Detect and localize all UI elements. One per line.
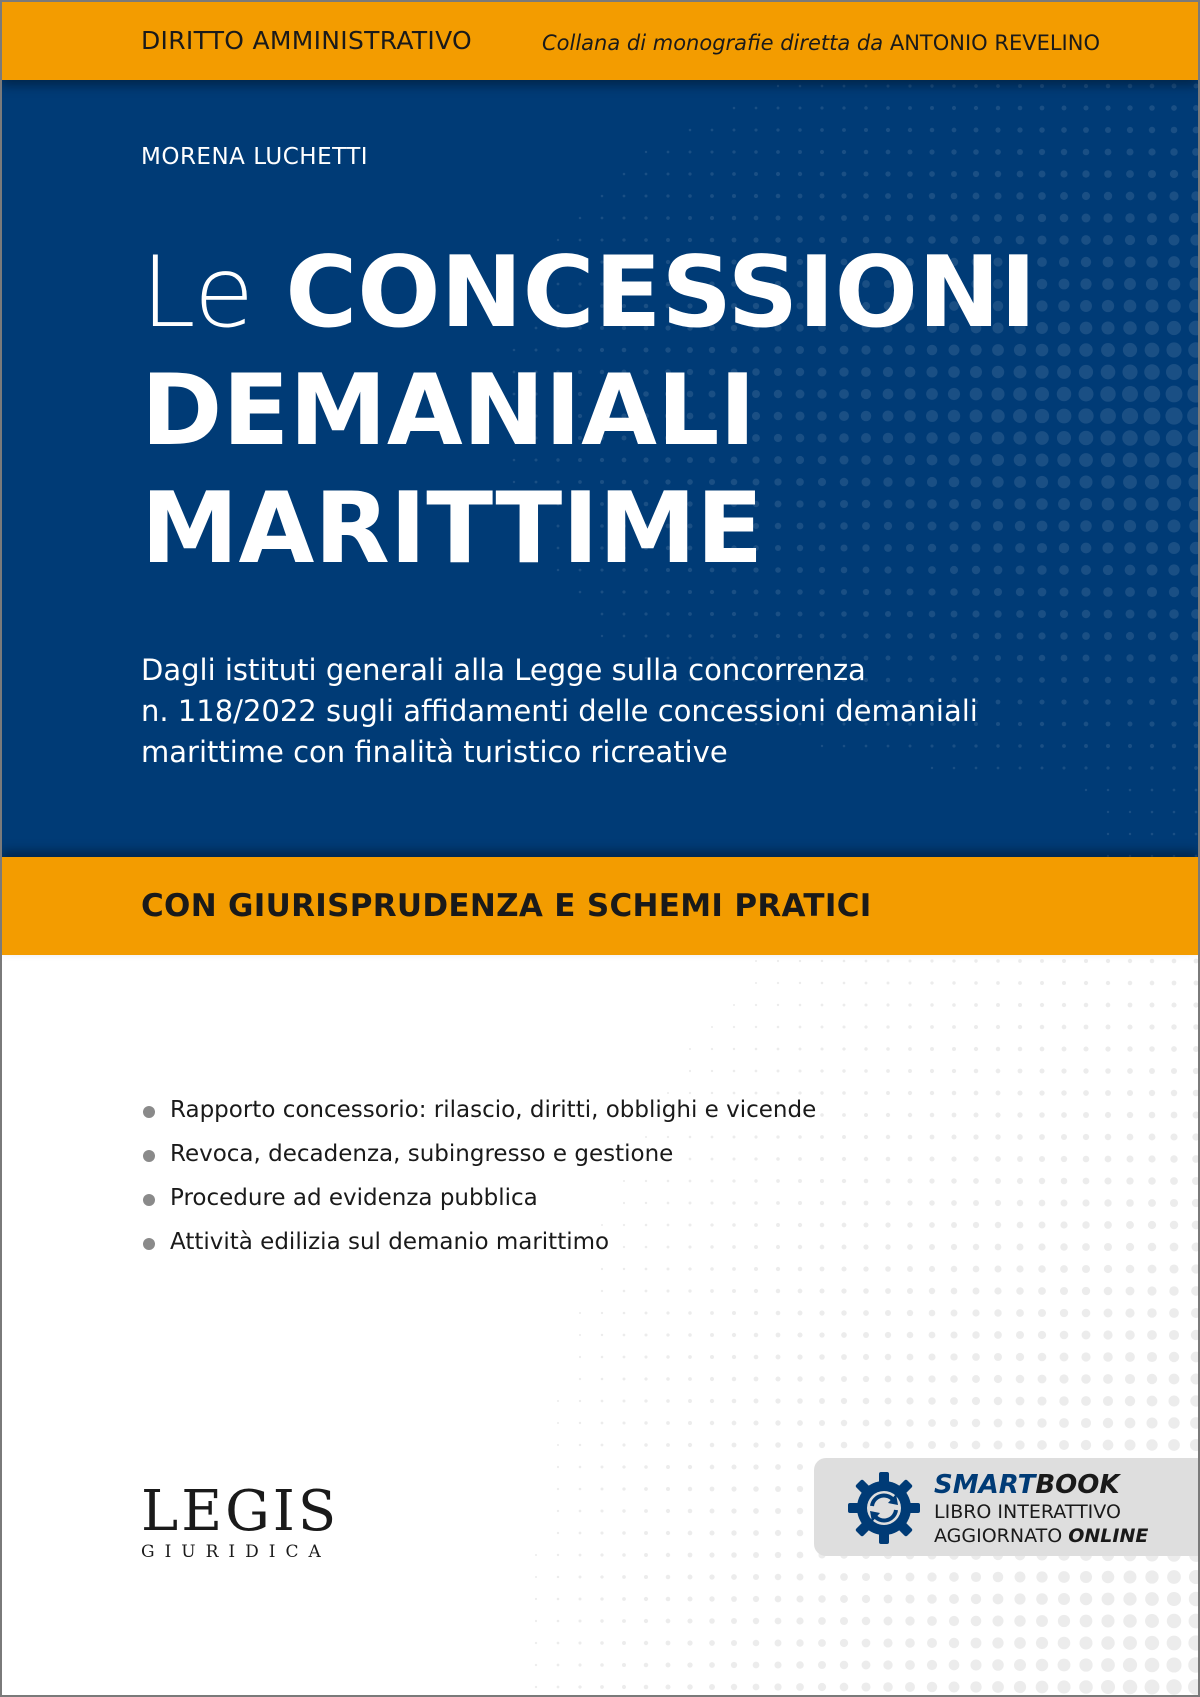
list-item [141,1227,816,1271]
bullet-icon [143,1106,155,1118]
subtitle-line-3: marittime con finalità turistico ricreative [141,735,728,769]
bullet-icon [143,1238,155,1250]
gear-refresh-icon [846,1470,922,1546]
smartbook-title-a: SMART [934,1470,1036,1500]
book-title [141,234,1036,588]
editor-prefix: Collana di monografie diretta da [542,31,884,55]
publisher-name: LEGIS [141,1479,340,1544]
topic-text: Rapporto concessorio: rilascio, diritti, obblighi e vicende [170,1097,817,1123]
bullet-icon [143,1194,155,1206]
topic-text: Revoca, decadenza, subingresso e gestione [170,1141,674,1167]
topic-text: Procedure ad evidenza pubblica [170,1185,538,1211]
title-article: Le [141,236,255,350]
title-line-3: MARITTIME [141,472,764,586]
subtitle-line-1: Dagli istituti generali alla Legge sulla concorrenza [141,653,866,687]
tagline-banner [2,857,1198,955]
series-name: DIRITTO AMMINISTRATIVO [141,26,473,55]
bullet-icon [143,1150,155,1162]
book-subtitle [141,650,1041,773]
list-item [141,1139,816,1183]
publisher-subname: GIURIDICA [141,1542,331,1562]
smartbook-line-2b: ONLINE [1068,1525,1149,1547]
tagline: CON GIURISPRUDENZA E SCHEMI PRATICI [141,888,872,924]
lower-panel [2,955,1198,1695]
topic-list [141,1095,816,1271]
smartbook-title [934,1470,1148,1500]
smartbook-badge [814,1458,1200,1556]
subtitle-line-2: n. 118/2022 sugli affidamenti delle concessioni demaniali [141,694,978,728]
smartbook-line-2 [934,1524,1148,1548]
series-editor [542,31,1100,55]
smartbook-line-1: LIBRO INTERATTIVO [934,1501,1121,1523]
topic-text: Attività edilizia sul demanio marittimo [170,1229,610,1255]
list-item [141,1183,816,1227]
top-banner [2,2,1198,80]
title-line-2: DEMANIALI [141,354,756,468]
author-name: MORENA LUCHETTI [141,144,369,170]
list-item [141,1095,816,1139]
title-line-1: CONCESSIONI [285,236,1037,350]
editor-name: ANTONIO REVELINO [889,31,1100,55]
smartbook-text [934,1470,1148,1548]
smartbook-title-b: BOOK [1035,1470,1120,1500]
grey-dot-pattern-decoration [2,955,1198,1695]
smartbook-line-2a: AGGIORNATO [934,1525,1063,1547]
publisher-logo [141,1479,340,1562]
